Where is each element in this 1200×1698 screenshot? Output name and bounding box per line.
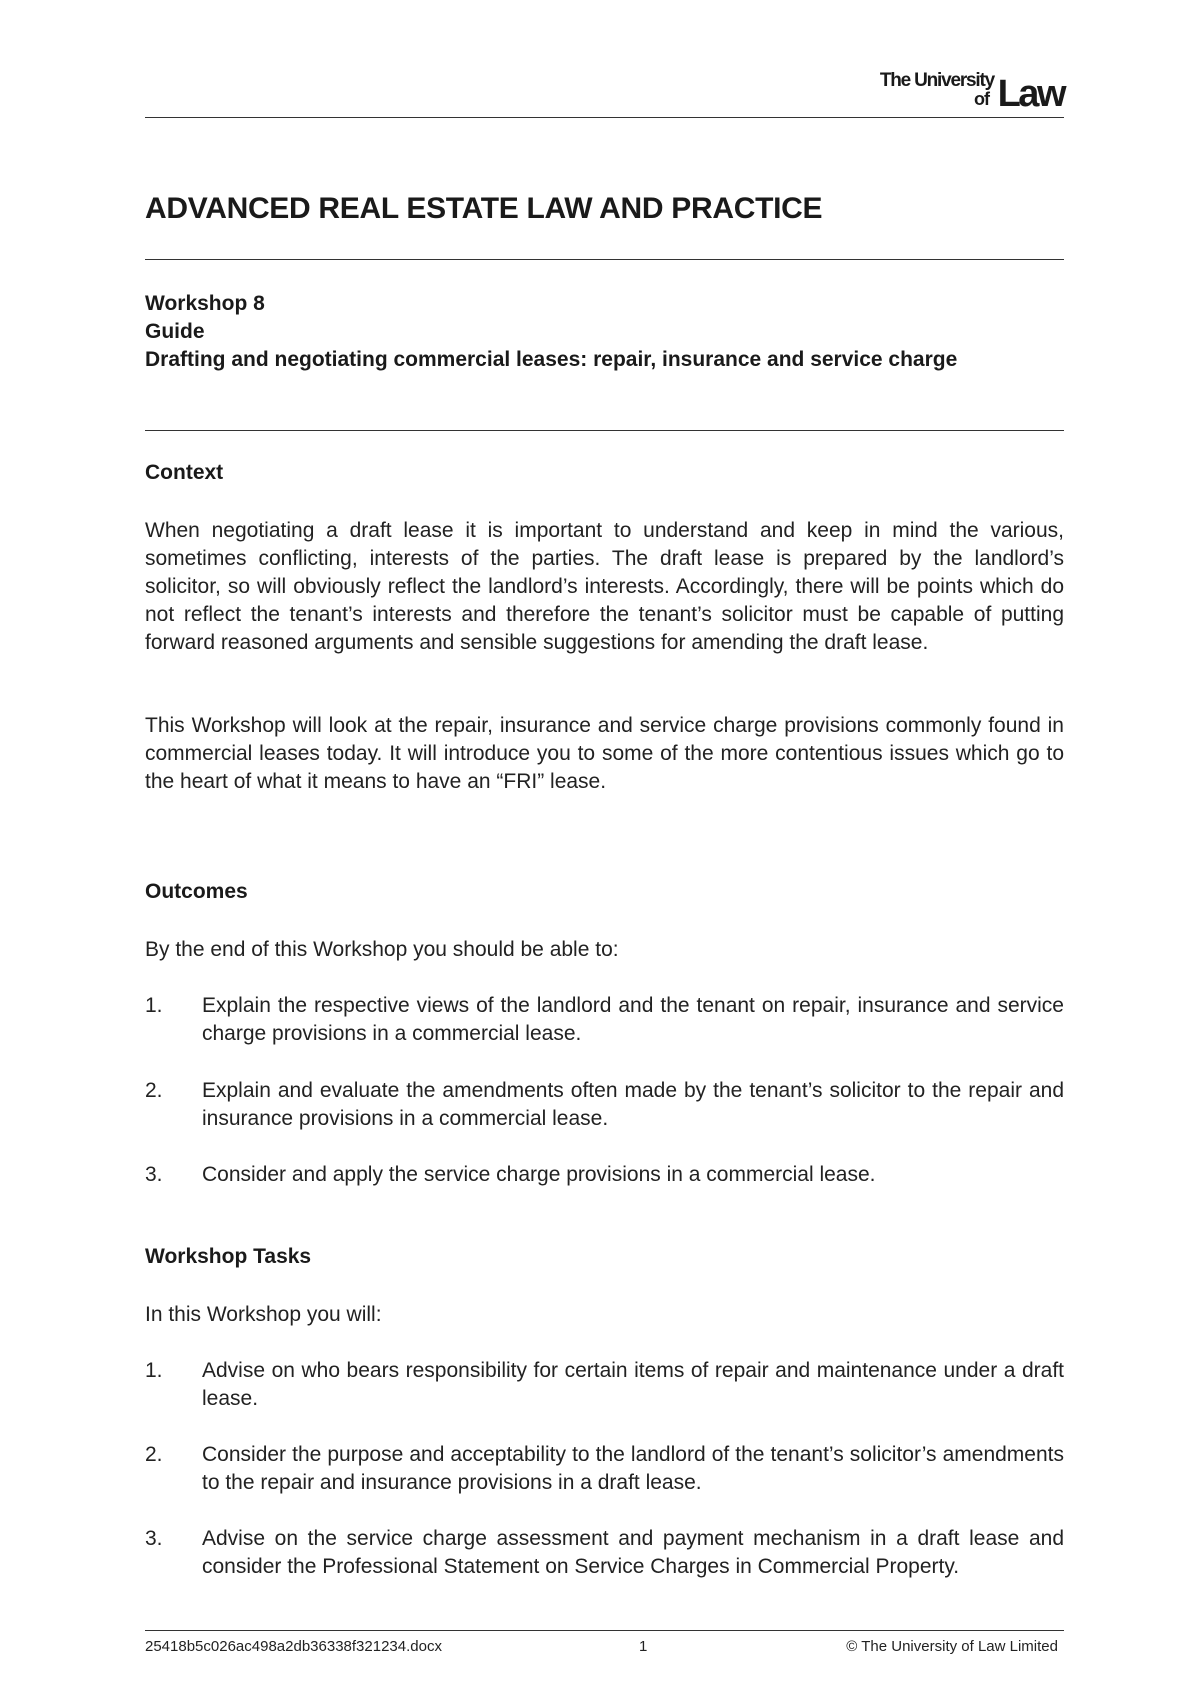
list-number: 2. (145, 1443, 163, 1466)
footer-rule (145, 1630, 1064, 1631)
list-text: Advise on the service charge assessment and payment mechanism in a draft lease and consider the Professional Statement on Service Charges in Commercial Property. (202, 1527, 1064, 1578)
tasks-intro: In this Workshop you will: (145, 1303, 382, 1326)
tasks-heading: Workshop Tasks (145, 1245, 312, 1268)
workshop-heading-block (145, 290, 1064, 374)
list-text: Consider and apply the service charge provisions in a commercial lease. (202, 1163, 876, 1186)
footer-page-number: 1 (639, 1638, 648, 1655)
list-number: 1. (145, 1359, 163, 1382)
workshop-number: Workshop 8 (145, 292, 265, 315)
title-rule (145, 259, 1064, 260)
outcomes-heading: Outcomes (145, 880, 248, 903)
list-text: Explain the respective views of the landlord and the tenant on repair, insurance and service charge provisions in a commercial lease. (202, 994, 1064, 1045)
header-rule (145, 117, 1064, 118)
subtitle-rule (145, 430, 1064, 431)
list-number: 2. (145, 1079, 163, 1102)
list-number: 1. (145, 994, 163, 1017)
list-text: Consider the purpose and acceptability to the landlord of the tenant’s solicitor’s amendments to the repair and insurance provisions in a draft lease. (202, 1443, 1064, 1494)
list-text: Explain and evaluate the amendments often made by the tenant’s solicitor to the repair and insurance provisions in a commercial lease. (202, 1079, 1064, 1130)
list-number: 3. (145, 1527, 163, 1550)
logo-text-line1: The University (879, 70, 994, 91)
context-paragraph-2: This Workshop will look at the repair, insurance and service charge provisions commonly found in commercial leases today. It will introduce you to some of the more contentious issues which go to the heart of what it means to have an “FRI” lease. (145, 714, 1064, 793)
guide-label: Guide (145, 320, 205, 343)
outcomes-intro: By the end of this Workshop you should be able to: (145, 938, 619, 961)
footer-copyright: © The University of Law Limited (846, 1638, 1058, 1655)
context-paragraph-1: When negotiating a draft lease it is important to understand and keep in mind the various, sometimes conflicting, interests of the parties. The draft lease is prepared by the landlord’s solicitor, so will obviously reflect the landlord’s interests. Accordingly, there will be points which do not reflect the tenant’s interests and therefore the tenant’s solicitor must be capable of putting forward reasoned arguments and sensible suggestions for amending the draft lease. (145, 519, 1064, 654)
footer-filename: 25418b5c026ac498a2db36338f321234.docx (145, 1638, 442, 1655)
context-heading: Context (145, 461, 224, 484)
workshop-subtitle: Drafting and negotiating commercial leases: repair, insurance and service charge (145, 348, 958, 371)
university-logo (854, 70, 1064, 115)
list-text: Advise on who bears responsibility for certain items of repair and maintenance under a draft lease. (202, 1359, 1064, 1410)
document-title: ADVANCED REAL ESTATE LAW AND PRACTICE (145, 192, 823, 225)
logo-text-of: of (974, 89, 989, 109)
logo-text-law: Law (997, 73, 1064, 115)
list-number: 3. (145, 1163, 163, 1186)
